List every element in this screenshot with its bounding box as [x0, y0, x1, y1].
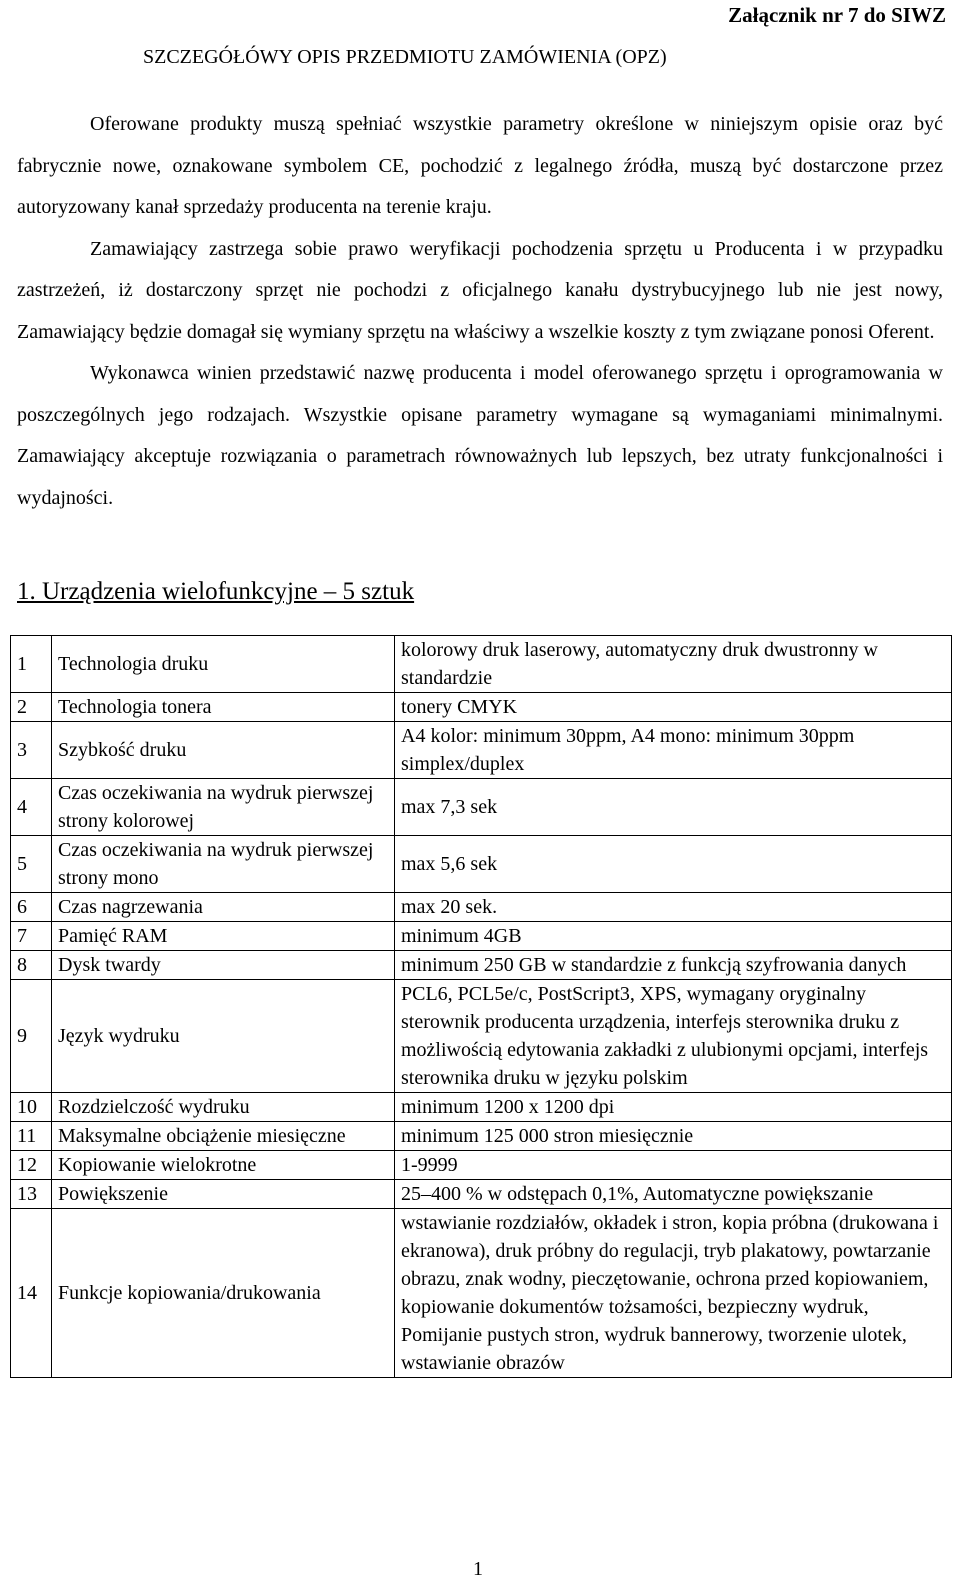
- table-row: [11, 1180, 952, 1209]
- cell-value: PCL6, PCL5e/c, PostScript3, XPS, wymagany oryginalny sterownik producenta urządzenia, interfejs sterownika druku z możliwością edytowania zakładki z ulubionymi opcjami, interfejs sterownika druku w języku polskim: [395, 980, 952, 1093]
- cell-value: minimum 125 000 stron miesięcznie: [395, 1122, 952, 1151]
- page-number: 1: [473, 1558, 483, 1580]
- table-row: [11, 836, 952, 893]
- cell-param: Powiększenie: [52, 1180, 395, 1209]
- table-row: [11, 893, 952, 922]
- cell-value: minimum 250 GB w standardzie z funkcją szyfrowania danych: [395, 951, 952, 980]
- cell-param: Rozdzielczość wydruku: [52, 1093, 395, 1122]
- table-row: [11, 1122, 952, 1151]
- cell-value: max 7,3 sek: [395, 779, 952, 836]
- document-title: SZCZEGÓŁÓWY OPIS PRZEDMIOTU ZAMÓWIENIA (OPZ): [143, 46, 667, 68]
- cell-nr: 7: [11, 922, 52, 951]
- table-row: [11, 779, 952, 836]
- cell-nr: 4: [11, 779, 52, 836]
- cell-value: minimum 4GB: [395, 922, 952, 951]
- table-row: [11, 1151, 952, 1180]
- paragraph-contractor: Wykonawca winien przedstawić nazwę producenta i model oferowanego sprzętu i oprogramowania w poszczególnych jego rodzajach. Wszystkie opisane parametry wymagane są wymaganiami minimalnymi. Zamawiający akceptuje rozwiązania o parametrach równoważnych lub lepszych, bez utraty funkcjonalności i wydajności.: [17, 362, 943, 509]
- table-row: [11, 980, 952, 1093]
- cell-param: Dysk twardy: [52, 951, 395, 980]
- cell-param: Technologia druku: [52, 636, 395, 693]
- cell-nr: 11: [11, 1122, 52, 1151]
- cell-param: Czas oczekiwania na wydruk pierwszej strony mono: [52, 836, 395, 893]
- cell-nr: 1: [11, 636, 52, 693]
- cell-nr: 5: [11, 836, 52, 893]
- cell-value: tonery CMYK: [395, 693, 952, 722]
- cell-nr: 12: [11, 1151, 52, 1180]
- cell-param: Język wydruku: [52, 980, 395, 1093]
- cell-nr: 6: [11, 893, 52, 922]
- cell-param: Maksymalne obciążenie miesięczne: [52, 1122, 395, 1151]
- cell-param: Pamięć RAM: [52, 922, 395, 951]
- cell-nr: 8: [11, 951, 52, 980]
- cell-value: 25–400 % w odstępach 0,1%, Automatyczne powiększanie: [395, 1180, 952, 1209]
- cell-value: 1-9999: [395, 1151, 952, 1180]
- table-row: [11, 1209, 952, 1378]
- cell-value: minimum 1200 x 1200 dpi: [395, 1093, 952, 1122]
- table-row: [11, 951, 952, 980]
- intro-text: [17, 104, 943, 519]
- cell-nr: 14: [11, 1209, 52, 1378]
- cell-param: Czas oczekiwania na wydruk pierwszej strony kolorowej: [52, 779, 395, 836]
- paragraph-verification: Zamawiający zastrzega sobie prawo weryfikacji pochodzenia sprzętu u Producenta i w przypadku zastrzeżeń, iż dostarczony sprzęt nie pochodzi z oficjalnego kanału dystrybucyjnego lub nie jest nowy, Zamawiający będzie domagał się wymiany sprzętu na właściwy a wszelkie koszty z tym związane ponosi Oferent.: [17, 237, 943, 343]
- cell-nr: 13: [11, 1180, 52, 1209]
- table-row: [11, 693, 952, 722]
- table-row: [11, 636, 952, 693]
- cell-value: kolorowy druk laserowy, automatyczny druk dwustronny w standardzie: [395, 636, 952, 693]
- cell-value: A4 kolor: minimum 30ppm, A4 mono: minimum 30ppm simplex/duplex: [395, 722, 952, 779]
- paragraph-products: Oferowane produkty muszą spełniać wszystkie parametry określone w niniejszym opisie oraz być fabrycznie nowe, oznakowane symbolem CE, pochodzić z legalnego źródła, muszą być dostarczone przez autoryzowany kanał sprzedaży producenta na terenie kraju.: [17, 113, 943, 218]
- cell-nr: 9: [11, 980, 52, 1093]
- cell-value: max 5,6 sek: [395, 836, 952, 893]
- cell-value: wstawianie rozdziałów, okładek i stron, kopia próbna (drukowana i ekranowa), druk próbny do regulacji, tryb plakatowy, powtarzanie obrazu, znak wodny, pieczętowanie, ochrona przed kopiowaniem, kopiowanie dokumentów tożsamości, bezpieczny wydruk, Pomijanie pustych stron, wydruk bannerowy, tworzenie ulotek, wstawianie obrazów: [395, 1209, 952, 1378]
- table-row: [11, 722, 952, 779]
- cell-param: Technologia tonera: [52, 693, 395, 722]
- cell-param: Funkcje kopiowania/drukowania: [52, 1209, 395, 1378]
- specification-table: [10, 635, 952, 1378]
- annex-label: Załącznik nr 7 do SIWZ: [728, 3, 946, 27]
- cell-param: Kopiowanie wielokrotne: [52, 1151, 395, 1180]
- section-heading: 1. Urządzenia wielofunkcyjne – 5 sztuk: [17, 578, 415, 605]
- table-row: [11, 1093, 952, 1122]
- cell-value: max 20 sek.: [395, 893, 952, 922]
- cell-nr: 10: [11, 1093, 52, 1122]
- cell-nr: 2: [11, 693, 52, 722]
- table-row: [11, 922, 952, 951]
- cell-param: Szybkość druku: [52, 722, 395, 779]
- cell-param: Czas nagrzewania: [52, 893, 395, 922]
- cell-nr: 3: [11, 722, 52, 779]
